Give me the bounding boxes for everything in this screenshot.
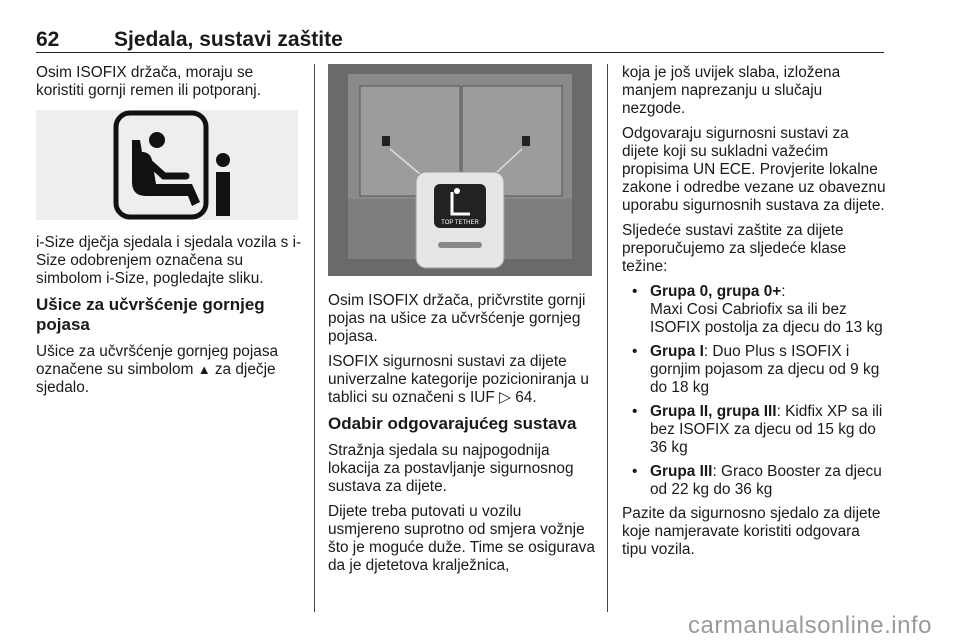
paragraph: Pazite da sigurnosno sjedalo za dijete koje namjeravate koristiti odgovara tipu vozila. (622, 505, 881, 558)
paragraph: Dijete treba putovati u vozilu usmjereno suprotno od smjera vožnje što je moguće duže. Time se osigurava da je djetetova kralježnica, (328, 503, 595, 574)
reference-arrow-icon: ▷ (499, 389, 511, 406)
list-item: • Grupa II, grupa III: Kidfix XP sa ili bez ISOFIX za djecu od 15 kg do 36 kg (622, 403, 888, 457)
isize-seat-info-icon (36, 110, 298, 220)
section-heading: Odabir odgovarajućeg sustava (328, 414, 577, 433)
page-reference[interactable]: 64 (515, 389, 533, 406)
trunk-tether-photo (328, 64, 592, 276)
watermark: carmanualsonline.info (688, 612, 932, 639)
column-2 (328, 64, 596, 582)
list-item: • Grupa III: Graco Booster za djecu od 22 kg do 36 kg (622, 463, 888, 499)
paragraph: Odgovaraju sigurnosni sustavi za dijete koji su sukladni važećim propisima UN ECE. Provjerite lokalne zakone i odredbe vezane uz obaveznu uporabu sigurnosnih sustava za dijete. (622, 125, 886, 214)
column-divider (607, 64, 608, 612)
paragraph: Ušice za učvršćenje gornjeg pojasa označene su simbolom ▲ za dječje sjedalo. (36, 343, 279, 396)
page-header (36, 28, 884, 53)
column-3 (622, 64, 888, 566)
tether-symbol-icon: ▲ (197, 362, 211, 377)
column-divider (314, 64, 315, 612)
paragraph: Osim ISOFIX držača, pričvrstite gornji pojas na ušice za učvršćenje gornjeg pojasa. (328, 292, 586, 345)
page-number: 62 (36, 28, 60, 51)
column-1 (36, 64, 304, 404)
seat-group-list (622, 283, 888, 499)
paragraph: koja je još uvijek slaba, izložena manjem naprezanju u slučaju nezgode. (622, 64, 841, 117)
section-heading: Ušice za učvršćenje gornjeg pojasa (36, 295, 265, 334)
page-title: Sjedala, sustavi zaštite (114, 28, 343, 51)
photo-label: TOP TETHER (441, 220, 479, 226)
list-item: • Grupa 0, grupa 0+: Maxi Cosi Cabriofix sa ili bez ISOFIX postolja za djecu do 13 kg (622, 283, 888, 337)
paragraph: i-Size dječja sjedala i sjedala vozila s i-Size odobrenjem označena su simbolom i-Size, pogledajte sliku. (36, 234, 302, 287)
paragraph: Osim ISOFIX držača, moraju se koristiti gornji remen ili potporanj. (36, 64, 261, 99)
paragraph: Sljedeće sustavi zaštite za dijete preporučujemo za sljedeće klase težine: (622, 222, 847, 275)
list-item: • Grupa I: Duo Plus s ISOFIX i gornjim pojasom za djecu od 9 kg do 18 kg (622, 343, 888, 397)
paragraph: ISOFIX sigurnosni sustavi za dijete univerzalne kategorije pozicioniranja u tablici su označeni s IUF ▷ 64. (328, 353, 589, 406)
paragraph: Stražnja sjedala su najpogodnija lokacija za postavljanje sigurnosnog sustava za dijete. (328, 442, 574, 495)
